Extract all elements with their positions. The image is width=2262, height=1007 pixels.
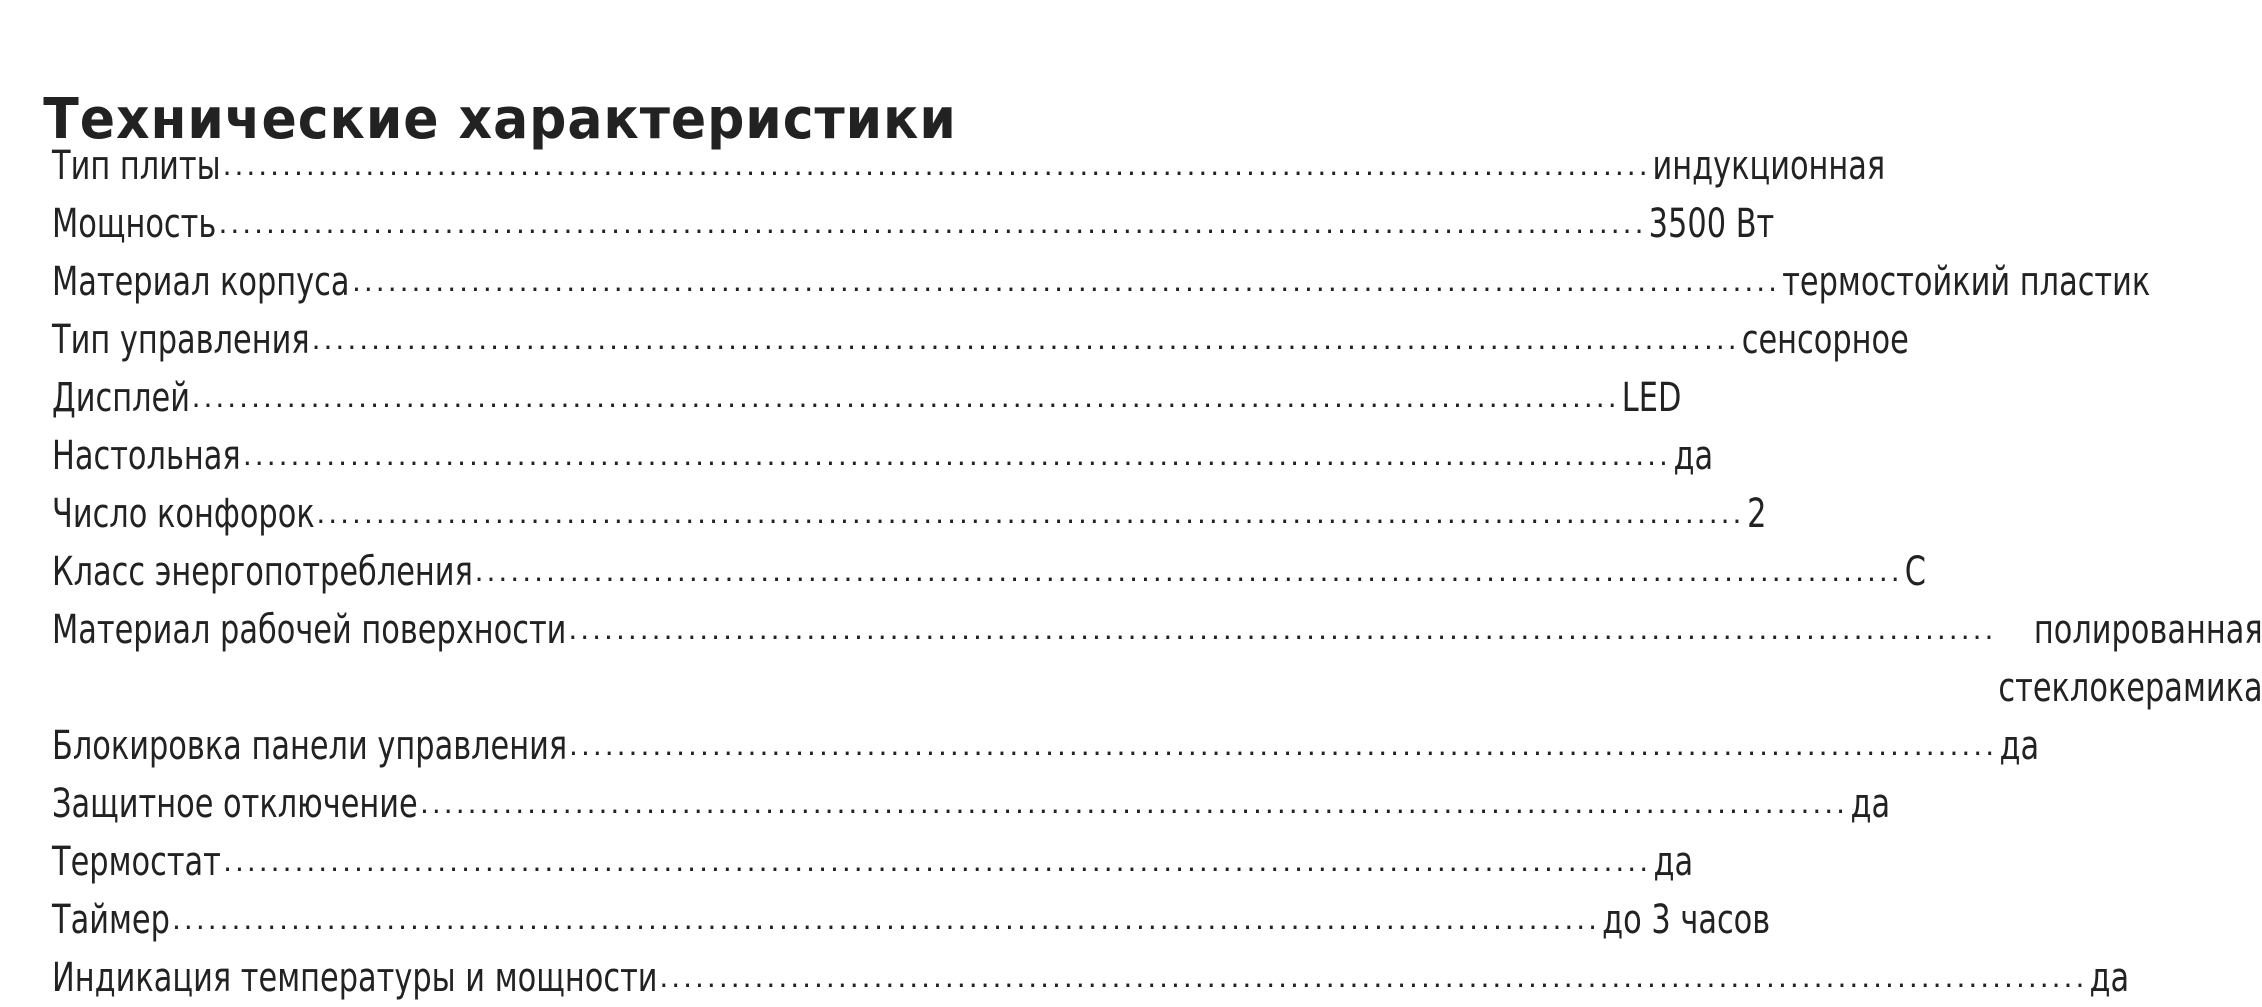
spec-value: термостойкий пластик [1782, 259, 2151, 305]
spec-row-energy-class [52, 543, 1926, 601]
spec-row-control-type [52, 311, 1909, 369]
spec-label: Материал рабочей поверхности [52, 607, 567, 653]
spec-row-thermostat [52, 833, 1693, 891]
dot-leader: ........................................................................................................................ [474, 555, 1903, 588]
spec-value: да [1673, 433, 1713, 479]
spec-value: LED [1621, 375, 1682, 421]
spec-label: Защитное отключение [52, 781, 418, 827]
spec-value: индукционная [1652, 143, 1886, 189]
spec-label: Индикация температуры и мощности [52, 955, 658, 1001]
spec-row-tabletop [52, 427, 1713, 485]
spec-row-cooktop-type [52, 137, 1886, 195]
dot-leader: ........................................................................................................................ [242, 439, 1671, 472]
spec-row-surface-material [52, 601, 2262, 717]
spec-label: Настольная [52, 433, 241, 479]
spec-row-display [52, 369, 1682, 427]
spec-row-burner-count [52, 485, 1767, 543]
spec-value: да [2089, 955, 2130, 1001]
spec-value: да [1999, 723, 2039, 769]
spec-label: Тип плиты [52, 143, 221, 189]
spec-label: Мощность [52, 201, 217, 247]
spec-row-control-lock [52, 717, 2039, 775]
spec-value: да [1653, 839, 1693, 885]
spec-row-body-material [52, 253, 2151, 311]
dot-leader: ........................................................................................................................ [352, 265, 1781, 298]
dot-leader: ........................................................................................................................ [316, 497, 1745, 530]
spec-value: 3500 Вт [1648, 201, 1775, 247]
spec-label: Материал корпуса [52, 259, 350, 305]
spec-label: Термостат [52, 839, 221, 885]
spec-label: Класс энергопотребления [52, 549, 473, 595]
spec-value: C [1904, 549, 1926, 595]
spec-value [1998, 601, 2262, 717]
dot-leader: ........................................................................................................................ [223, 845, 1652, 878]
spec-row-safety-shutoff [52, 775, 1890, 833]
spec-row-indication [52, 949, 2130, 1007]
dot-leader: ........................................................................................................................ [568, 613, 1997, 646]
spec-label: Блокировка панели управления [52, 723, 568, 769]
spec-value-line-1: полированная [2033, 607, 2262, 653]
spec-row-power [52, 195, 1775, 253]
spec-label: Дисплей [52, 375, 190, 421]
dot-leader: ........................................................................................................................ [191, 381, 1620, 414]
spec-label: Таймер [52, 897, 170, 943]
spec-label: Число конфорок [52, 491, 315, 537]
spec-value: до 3 часов [1602, 897, 1771, 943]
dot-leader: ........................................................................................................................ [172, 903, 1601, 936]
dot-leader: ........................................................................................................................ [222, 149, 1651, 182]
spec-row-timer [52, 891, 1771, 949]
dot-leader: ........................................................................................................................ [218, 207, 1647, 240]
dot-leader: ........................................................................................................................ [569, 729, 1998, 762]
dot-leader: ........................................................................................................................ [420, 787, 1849, 820]
spec-value: 2 [1746, 491, 1767, 537]
spec-value-line-2: стеклокерамика [1998, 665, 2262, 711]
dot-leader: ........................................................................................................................ [311, 323, 1740, 356]
page-title: Технические характеристики [43, 86, 957, 152]
spec-value: сенсорное [1741, 317, 1909, 363]
spec-label: Тип управления [52, 317, 310, 363]
spec-list [52, 137, 2262, 1007]
spec-value: да [1850, 781, 1890, 827]
dot-leader: ........................................................................................................................ [659, 961, 2088, 994]
